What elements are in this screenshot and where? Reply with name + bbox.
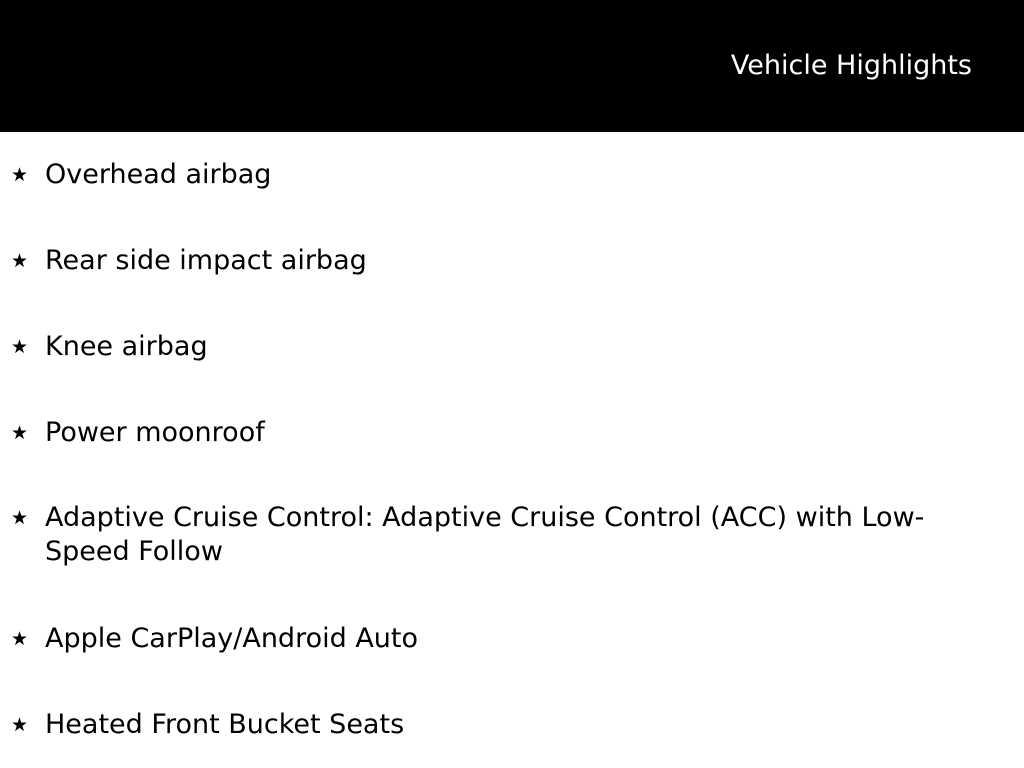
star-icon: ★ bbox=[11, 507, 29, 529]
page-title: Vehicle Highlights bbox=[730, 50, 972, 81]
star-icon: ★ bbox=[11, 628, 29, 650]
highlight-text: Power moonroof bbox=[45, 417, 265, 448]
highlight-text: Knee airbag bbox=[45, 331, 208, 362]
star-icon: ★ bbox=[11, 714, 29, 736]
highlight-text: Adaptive Cruise Control: Adaptive Cruise Control (ACC) with Low-Speed Follow bbox=[45, 502, 925, 567]
highlight-text: Overhead airbag bbox=[45, 159, 272, 190]
star-icon: ★ bbox=[11, 336, 29, 358]
star-icon: ★ bbox=[11, 422, 29, 444]
highlight-text: Rear side impact airbag bbox=[45, 245, 367, 276]
star-icon: ★ bbox=[11, 164, 29, 186]
highlight-text: Apple CarPlay/Android Auto bbox=[45, 623, 419, 654]
highlight-text: Heated Front Bucket Seats bbox=[45, 709, 405, 740]
star-icon: ★ bbox=[11, 250, 29, 272]
